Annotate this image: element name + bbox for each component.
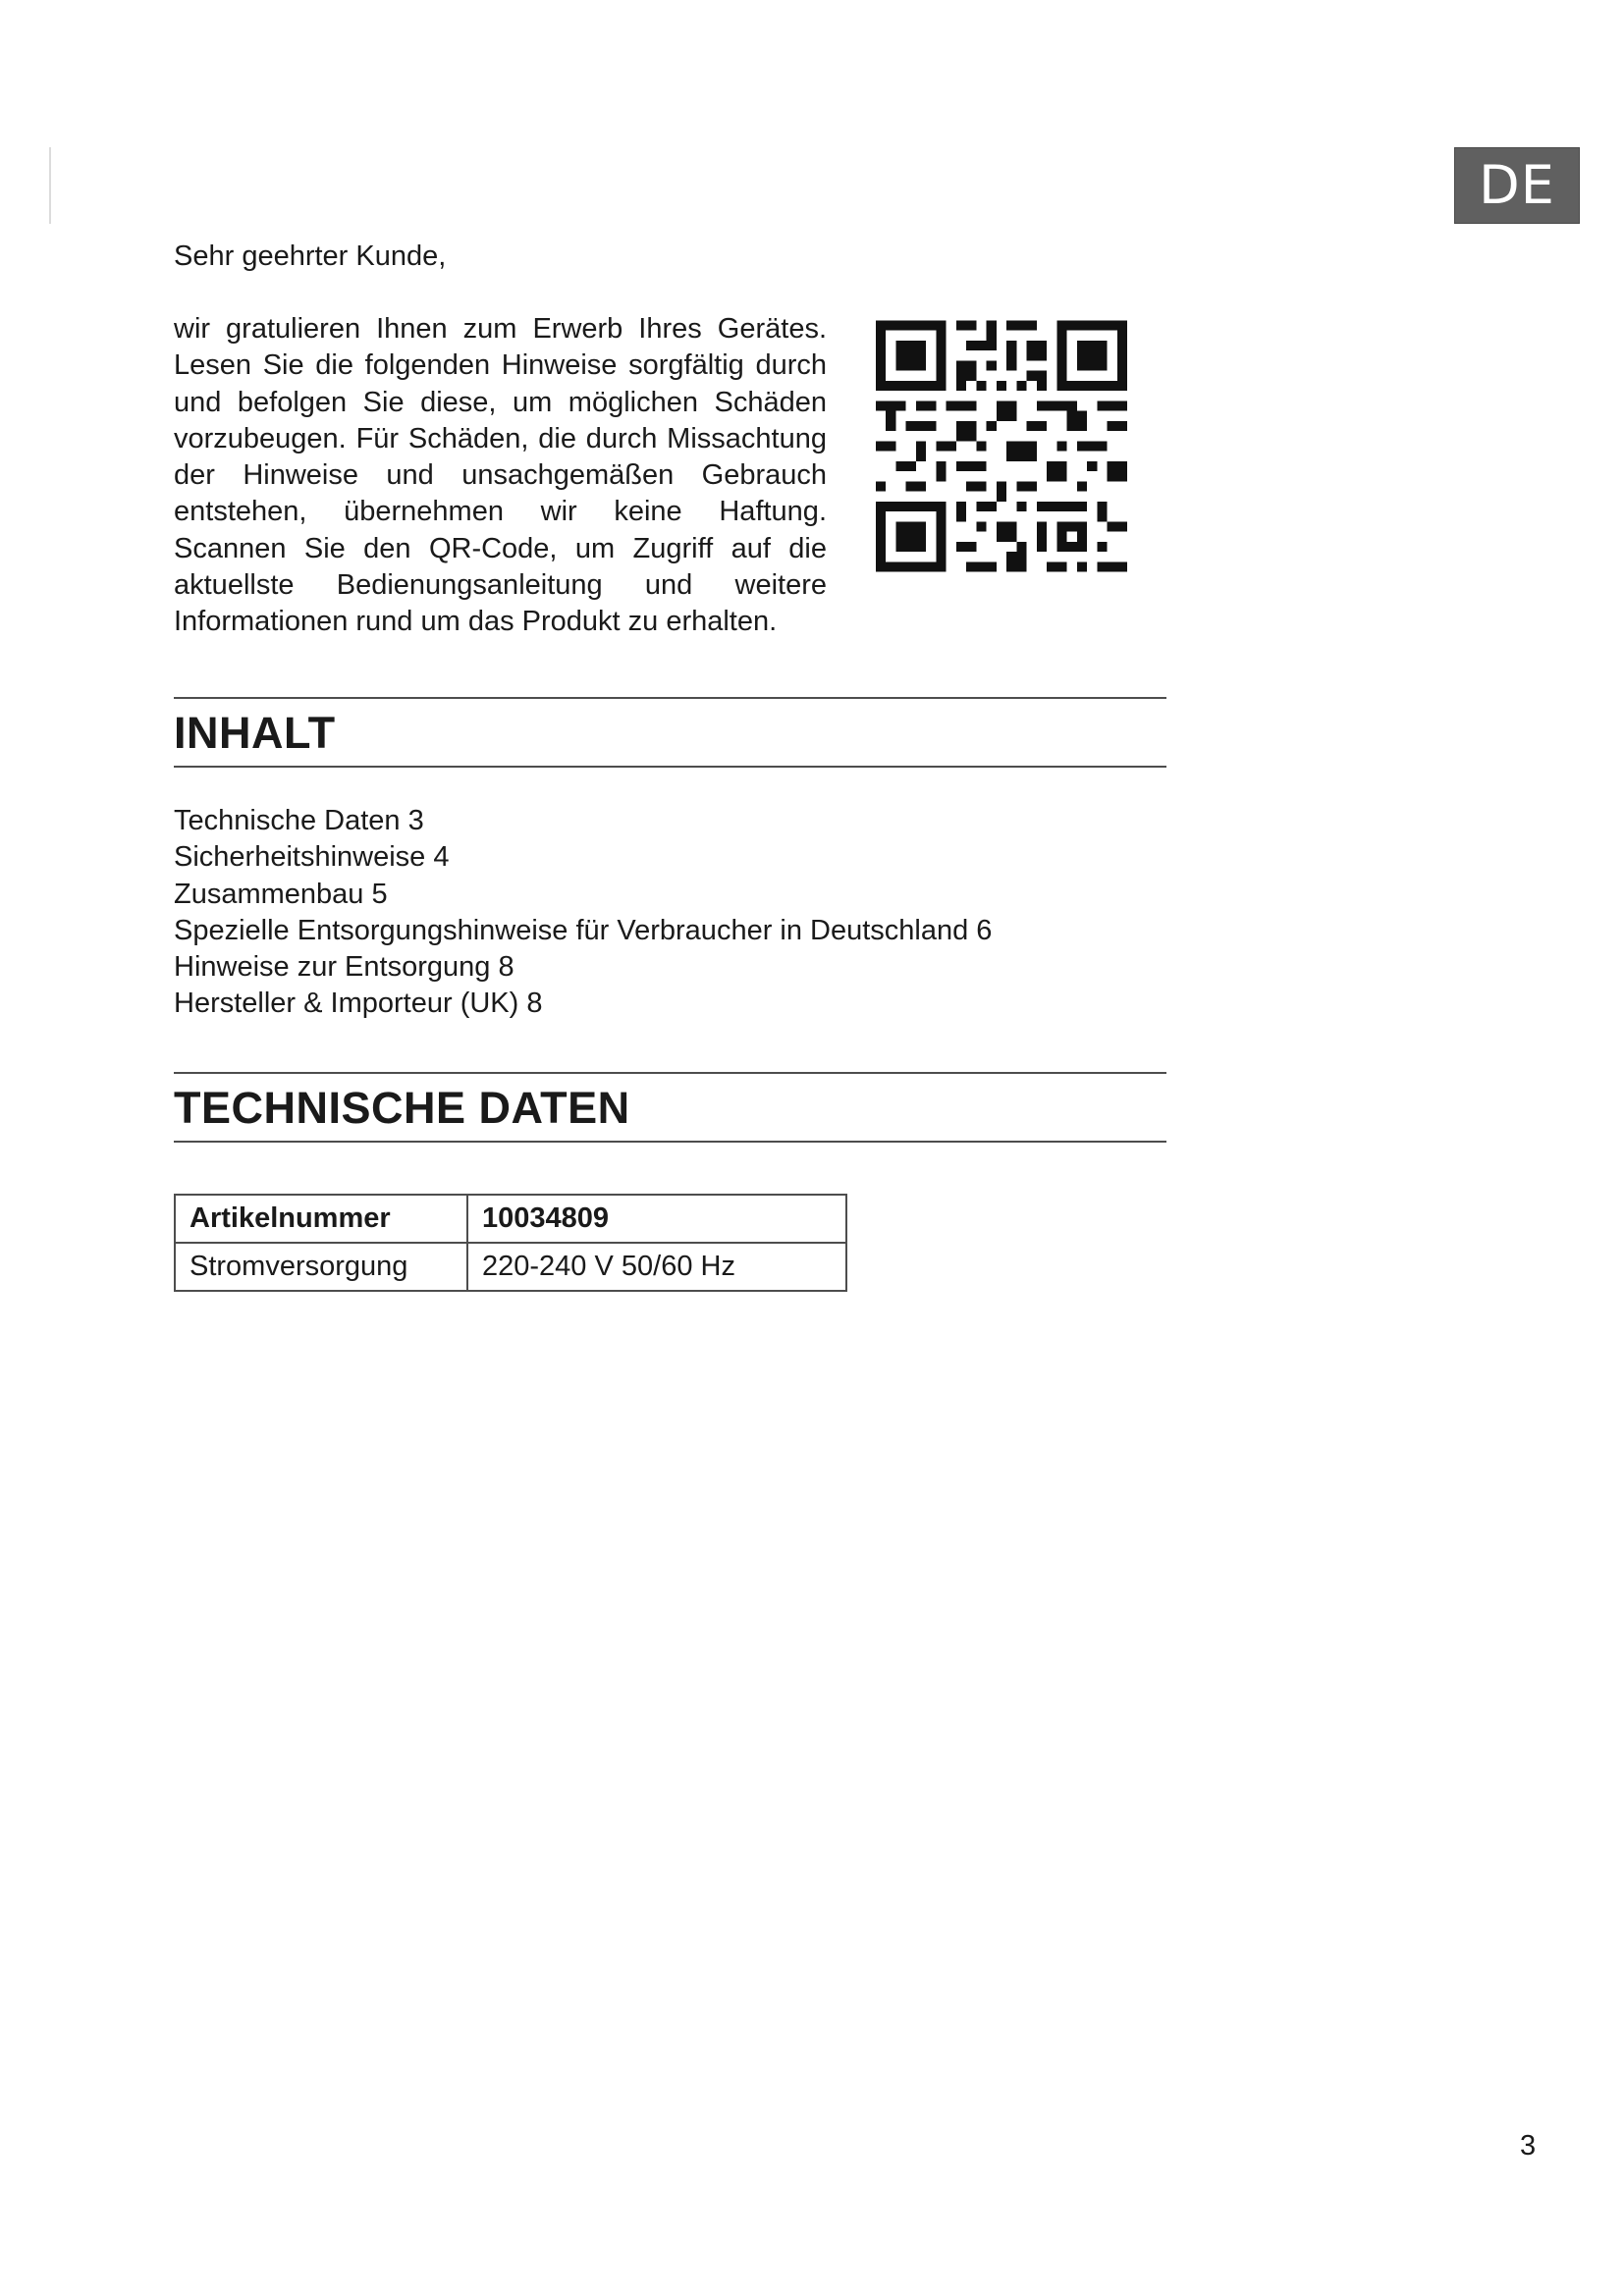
spec-label: Stromversorgung [175, 1243, 467, 1291]
intro-paragraph: wir gratulieren Ihnen zum Erwerb Ihres Gerätes. Lesen Sie die folgenden Hinweise sorgfältig durch und befolgen Sie diese, um möglichen Schäden vorzubeugen. Für Schäden, die durch Missachtung der Hinweise und unsachgemäßen Gebrauch entstehen, übernehmen wir keine Haftung. Scannen Sie den QR-Code, um Zugriff auf die aktuellste Bedienungsanleitung und weitere Informationen rund um das Produkt zu erhalten. [174, 313, 827, 638]
technical-data-title: TECHNISCHE DATEN [174, 1083, 630, 1133]
toc-item[interactable]: Spezielle Entsorgungshinweise für Verbraucher in Deutschland 6 [174, 914, 993, 946]
margin-line [49, 147, 51, 224]
section-rule-top [174, 1072, 1166, 1074]
toc-item[interactable]: Hersteller & Importeur (UK) 8 [174, 988, 543, 1020]
technical-data-table [174, 1194, 847, 1292]
table-row [175, 1243, 846, 1291]
table-of-contents [174, 803, 992, 1023]
contents-title: INHALT [174, 708, 336, 758]
spec-label: Artikelnummer [175, 1195, 467, 1243]
toc-item[interactable]: Technische Daten 3 [174, 805, 424, 836]
greeting: Sehr geehrter Kunde, [174, 240, 447, 272]
spec-value: 220-240 V 50/60 Hz [467, 1243, 846, 1291]
spec-value: 10034809 [467, 1195, 846, 1243]
page-number: 3 [1520, 2130, 1537, 2162]
qr-code-icon [876, 319, 1127, 573]
section-rule-top [174, 697, 1166, 699]
toc-item[interactable]: Sicherheitshinweise 4 [174, 841, 450, 874]
section-rule-bottom [174, 766, 1166, 768]
section-rule-bottom [174, 1141, 1166, 1143]
table-row [175, 1195, 846, 1243]
language-badge: DE [1454, 147, 1580, 224]
toc-item[interactable]: Hinweise zur Entsorgung 8 [174, 951, 514, 984]
toc-item[interactable]: Zusammenbau 5 [174, 878, 388, 910]
